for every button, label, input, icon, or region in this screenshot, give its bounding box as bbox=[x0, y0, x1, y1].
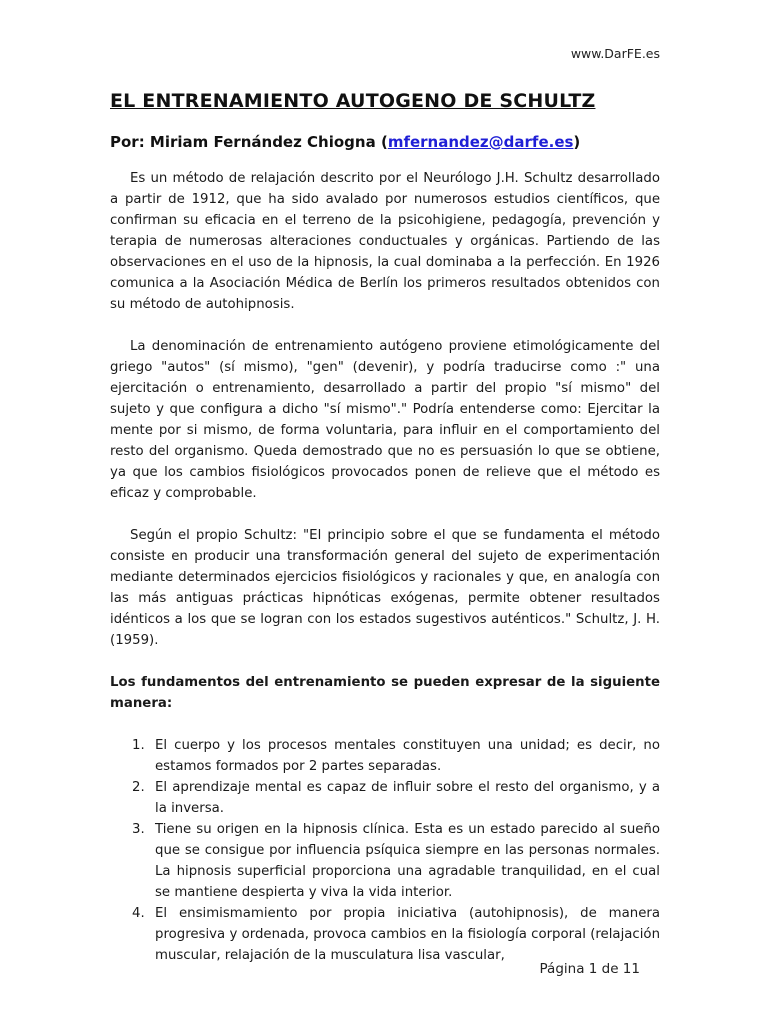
site-header: www.DarFE.es bbox=[570, 46, 660, 61]
section-heading-fundamentos: Los fundamentos del entrenamiento se pueden expresar de la siguiente manera: bbox=[110, 675, 660, 711]
list-item-text: El cuerpo y los procesos mentales constituyen una unidad; es decir, no estamos formados por 2 partes separadas. bbox=[155, 738, 660, 774]
list-item-text: El aprendizaje mental es capaz de influir sobre el resto del organismo, y a la inversa. bbox=[155, 780, 660, 816]
list-item-text: El ensimismamiento por propia iniciativa (autohipnosis), de manera progresiva y ordenada, provoca cambios en la fisiología corporal (relajación muscular, relajación de la musculatura lisa vascular, bbox=[155, 906, 660, 963]
list-item-number: 2. bbox=[132, 780, 145, 795]
paragraph-etymology: La denominación de entrenamiento autógeno proviene etimológicamente del griego "autos" (sí mismo), "gen" (devenir), y podría traducirse como :" una ejercitación o entrenamiento, desarrollado a partir del propio "sí mismo" del sujeto y que configura a dicho "sí mismo"." Podría entenderse como: Ejercitar la mente por si mismo, de forma voluntaria, para influir en el comportamiento del resto del organismo. Queda demostrado que no es persuasión lo que se obtiene, ya que los cambios fisiológicos provocados ponen de relieve que el método es eficaz y comprobable. bbox=[110, 339, 660, 501]
list-item bbox=[110, 819, 660, 903]
list-item bbox=[110, 903, 660, 966]
list-item-number: 1. bbox=[132, 738, 145, 753]
list-item-number: 4. bbox=[132, 906, 145, 921]
list-item bbox=[110, 777, 660, 819]
list-item-number: 3. bbox=[132, 822, 145, 837]
paragraph-intro: Es un método de relajación descrito por el Neurólogo J.H. Schultz desarrollado a partir de 1912, que ha sido avalado por numerosos estudios científicos, que confirman su eficacia en el terreno de la psicohigiene, pedagogía, prevención y terapia de numerosas alteraciones conductuales y orgánicas. Partiendo de las observaciones en el uso de la hipnosis, la cual dominaba a la perfección. En 1926 comunica a la Asociación Médica de Berlín los primeros resultados obtenidos con su método de autohipnosis. bbox=[110, 171, 660, 312]
page-number-footer: Página 1 de 11 bbox=[539, 961, 640, 977]
byline-prefix: Por: Miriam Fernández Chiogna ( bbox=[110, 133, 388, 151]
document-body bbox=[110, 168, 660, 966]
document-title: EL ENTRENAMIENTO AUTOGENO DE SCHULTZ bbox=[110, 90, 596, 112]
fundamentos-list bbox=[110, 735, 660, 966]
author-email-link[interactable]: mfernandez@darfe.es bbox=[387, 133, 574, 151]
byline-suffix: ) bbox=[573, 133, 581, 151]
author-byline bbox=[110, 133, 580, 151]
list-item-text: Tiene su origen en la hipnosis clínica. Esta es un estado parecido al sueño que se consigue por influencia psíquica siempre en las personas normales. La hipnosis superficial proporciona una agradable tranquilidad, en el cual se mantiene despierta y viva la vida interior. bbox=[155, 822, 660, 900]
paragraph-schultz-quote: Según el propio Schultz: "El principio sobre el que se fundamenta el método consiste en producir una transformación general del sujeto de experimentación mediante determinados ejercicios fisiológicos y racionales y que, en analogía con las más antiguas prácticas hipnóticas exógenas, permite obtener resultados idénticos a los que se logran con los estados sugestivos auténticos." Schultz, J. H. (1959). bbox=[110, 528, 660, 648]
list-item bbox=[110, 735, 660, 777]
